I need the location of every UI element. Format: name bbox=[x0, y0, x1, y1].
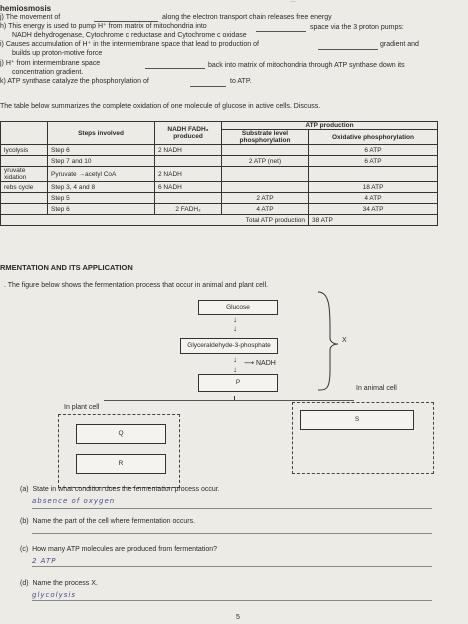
row-step: Pyruvate →acetyl CoA bbox=[48, 167, 155, 182]
header-steps: Steps involved bbox=[48, 122, 155, 145]
answer-d: glycolysis bbox=[32, 591, 76, 599]
item-j2-line2: concentration gradient. bbox=[12, 69, 84, 76]
header-nadh: NADH FADH₂ produced bbox=[155, 122, 222, 145]
row-substrate bbox=[222, 145, 309, 156]
row-oxidative bbox=[309, 167, 438, 182]
row-oxidative: 4 ATP bbox=[309, 193, 438, 204]
page-number: 5 bbox=[236, 614, 240, 621]
item-j2: j) H⁺ from intermembrane space bbox=[0, 60, 101, 67]
row-oxidative: 6 ATP bbox=[309, 156, 438, 167]
s-box: S bbox=[300, 410, 414, 430]
g3p-box: Glyceraldehyde-3-phosphate bbox=[180, 338, 278, 354]
section-title: hemiosmosis bbox=[0, 4, 52, 13]
row-stage: lycolysis bbox=[1, 145, 48, 156]
answer-a: absence of oxygen bbox=[32, 497, 116, 505]
row-nadh: 6 NADH bbox=[155, 182, 222, 193]
row-nadh: 2 FADH₂ bbox=[155, 204, 222, 215]
row-nadh bbox=[155, 193, 222, 204]
row-substrate: 4 ATP bbox=[222, 204, 309, 215]
row-step: Step 6 bbox=[48, 204, 155, 215]
row-step: Step 5 bbox=[48, 193, 155, 204]
question-b: (b) Name the part of the cell where fermentation occurs. bbox=[20, 518, 196, 525]
total-label: Total ATP production bbox=[1, 215, 309, 226]
row-nadh: 2 NADH bbox=[155, 145, 222, 156]
plant-label: In plant cell bbox=[64, 404, 100, 411]
total-value: 38 ATP bbox=[309, 215, 438, 226]
row-stage: rebs cycle bbox=[1, 182, 48, 193]
item-k: k) ATP synthase catalyze the phosphorylation of bbox=[0, 78, 149, 85]
row-step: Step 3, 4 and 8 bbox=[48, 182, 155, 193]
section2-intro: . The figure below shows the fermentation process that occur in animal and plant cell. bbox=[4, 282, 269, 289]
arrow-down-icon: ↓ bbox=[233, 365, 237, 374]
atp-table bbox=[0, 121, 438, 226]
section2-title: RMENTATION AND ITS APPLICATION bbox=[0, 263, 133, 272]
glucose-box: Glucose bbox=[198, 300, 278, 315]
header-fragment: ... bbox=[290, 0, 296, 4]
row-nadh: 2 NADH bbox=[155, 167, 222, 182]
question-c: (c) How many ATP molecules are produced from fermentation? bbox=[20, 546, 218, 553]
row-substrate bbox=[222, 167, 309, 182]
item-h: h) This energy is used to pump H⁺ from matrix of mitochondria into bbox=[0, 23, 207, 30]
row-oxidative: 6 ATP bbox=[309, 145, 438, 156]
header-atp: ATP production bbox=[222, 122, 438, 130]
p-box: P bbox=[198, 374, 278, 392]
header-oxidative: Oxidative phosphorylation bbox=[309, 130, 438, 145]
item-j2-cont: back into matrix of mitochondria through ATP synthase down its bbox=[208, 62, 405, 69]
row-stage bbox=[1, 156, 48, 167]
row-oxidative: 18 ATP bbox=[309, 182, 438, 193]
row-substrate: 2 ATP (net) bbox=[222, 156, 309, 167]
item-i-cont: gradient and bbox=[380, 41, 419, 48]
question-d: (d) Name the process X. bbox=[20, 580, 98, 587]
arrow-down-icon: ↓ bbox=[233, 324, 237, 333]
table-intro: The table below summarizes the complete oxidation of one molecule of glucose in active cells. Discuss. bbox=[0, 103, 321, 110]
x-label: X bbox=[342, 337, 347, 344]
row-step: Step 7 and 10 bbox=[48, 156, 155, 167]
row-stage bbox=[1, 204, 48, 215]
row-nadh bbox=[155, 156, 222, 167]
arrow-down-icon: ↓ bbox=[233, 355, 237, 364]
brace-icon bbox=[316, 290, 356, 394]
row-oxidative: 34 ATP bbox=[309, 204, 438, 215]
header-substrate: Substrate level phosphorylation bbox=[222, 130, 309, 145]
item-k-cont: to ATP. bbox=[230, 78, 252, 85]
arrow-down-icon: ↓ bbox=[233, 315, 237, 324]
row-step: Step 6 bbox=[48, 145, 155, 156]
row-stage bbox=[1, 193, 48, 204]
row-substrate bbox=[222, 182, 309, 193]
row-substrate: 2 ATP bbox=[222, 193, 309, 204]
item-j-cont: along the electron transport chain releases free energy bbox=[162, 14, 332, 21]
q-box: Q bbox=[76, 424, 166, 444]
item-i-line2: builds up proton-motive force bbox=[12, 50, 103, 57]
item-h-cont: space via the 3 proton pumps: bbox=[310, 24, 404, 31]
row-stage: yruvate xidation bbox=[1, 167, 48, 182]
item-i: i) Causes accumulation of H⁺ in the intermembrane space that lead to production of bbox=[0, 41, 259, 48]
question-a: (a) State in what condition does the fermentation process occur. bbox=[20, 486, 220, 493]
r-box: R bbox=[76, 454, 166, 474]
answer-c: 2 ATP bbox=[32, 557, 57, 565]
animal-label: In animal cell bbox=[356, 385, 397, 392]
item-j: j) The movement of bbox=[0, 14, 61, 21]
nadh-label: ⟶ NADH bbox=[244, 360, 276, 367]
item-h-line2: NADH dehydrogenase, Cytochrome c reductase and Cytochrome c oxidase bbox=[12, 32, 247, 39]
